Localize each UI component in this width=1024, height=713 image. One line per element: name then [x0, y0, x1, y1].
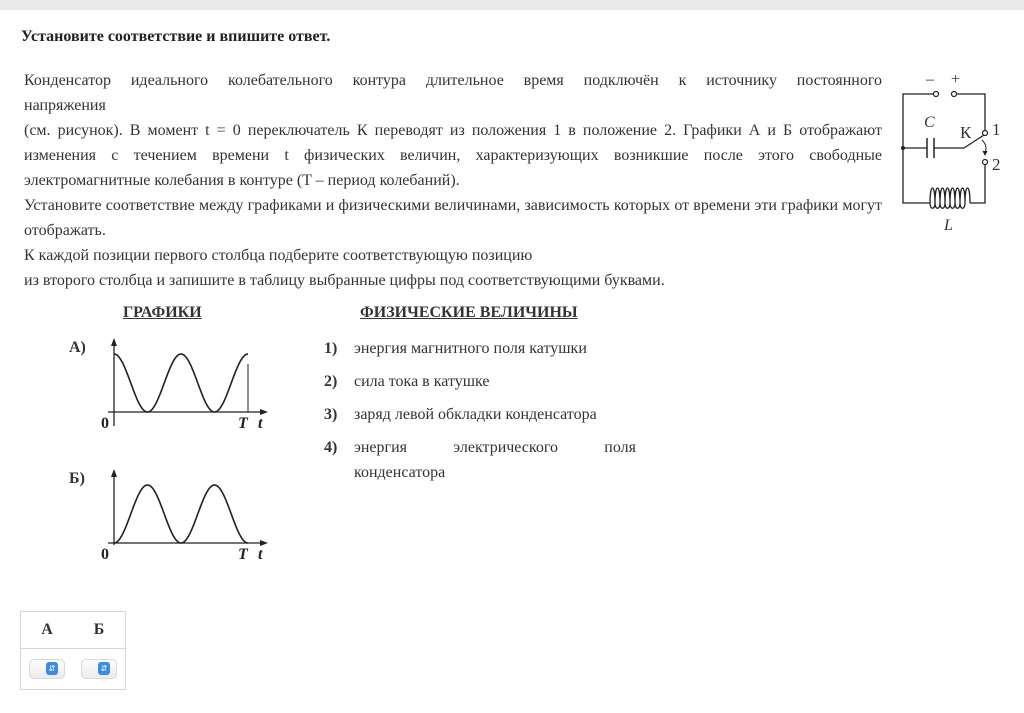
graph-b-time-label: t: [258, 546, 263, 563]
option-1: [324, 336, 636, 361]
inductor-label: L: [944, 217, 953, 234]
inductor-coil: [930, 188, 970, 208]
switch-contact-2: [983, 160, 988, 165]
circuit-diagram: [896, 68, 1016, 238]
answer-select-a[interactable]: [29, 659, 65, 679]
answer-header-a: А: [41, 621, 53, 638]
inductor-wire-right: [970, 165, 985, 204]
graph-b-y-arrow: [111, 469, 117, 477]
option-number: 4): [324, 439, 338, 456]
option-text: энергия электрического поля конденсатора: [354, 439, 636, 481]
graph-a-origin-label: 0: [101, 415, 109, 432]
task-instruction: Установите соответствие и впишите ответ.: [21, 28, 331, 45]
graph-b-origin-label: 0: [101, 546, 109, 563]
plus-terminal-label: +: [951, 71, 961, 88]
problem-line-1: Конденсатор идеального колебательного контура длительное время подключён к источнику постоянного: [24, 72, 882, 89]
switch-label: К: [960, 123, 972, 142]
graph-a-y-arrow: [111, 338, 117, 346]
graphs-heading: ГРАФИКИ: [123, 304, 202, 321]
problem-paragraph-3: Установите соответствие между графиками и физическими величинами, зависимость которых от времени эти графики могут отображать.: [24, 197, 882, 239]
answer-cell-b: [73, 649, 126, 690]
option-4: [324, 435, 636, 485]
graph-b-curve: [114, 485, 248, 543]
option-number: 1): [324, 340, 338, 357]
problem-line-2: напряжения: [24, 97, 106, 114]
position-2-label: 2: [992, 155, 1001, 174]
option-number: 2): [324, 373, 338, 390]
answer-header-b: Б: [93, 621, 105, 638]
graph-a-period-label: T: [238, 415, 248, 432]
junction-dot: [901, 146, 905, 150]
answer-select-b[interactable]: [81, 659, 117, 679]
problem-paragraph-4: К каждой позиции первого столбца подберите соответствующую позицию: [24, 247, 533, 264]
quantities-list: [324, 336, 636, 493]
option-text: заряд левой обкладки конденсатора: [354, 406, 597, 423]
graph-a-label: А): [69, 339, 86, 356]
option-3: [324, 402, 636, 427]
graph-b-label: Б): [69, 470, 85, 487]
problem-text: [24, 68, 882, 293]
minus-terminal-label: –: [926, 71, 934, 88]
option-text: сила тока в катушке: [354, 373, 490, 390]
option-text: энергия магнитного поля катушки: [354, 340, 587, 357]
answer-table: [20, 611, 126, 690]
option-number: 3): [324, 406, 338, 423]
quantities-heading: ФИЗИЧЕСКИЕ ВЕЛИЧИНЫ: [360, 304, 578, 321]
top-bar: [0, 0, 1024, 10]
position-1-label: 1: [992, 120, 1001, 139]
problem-paragraph-2: (см. рисунок). В момент t = 0 переключатель К переводят из положения 1 в положение 2. Графики А и Б отображают изменения с течением времени t физических величин, характеризующих возникшие после этого свободные электромагнитные колебания в контуре (T – период колебаний).: [24, 122, 882, 189]
option-2: [324, 369, 636, 394]
graph-b: [96, 465, 276, 565]
graph-a-time-label: t: [258, 415, 263, 432]
graph-a: [96, 334, 276, 434]
plus-terminal: [952, 92, 957, 97]
graph-a-curve: [114, 354, 248, 412]
select-arrows-icon: ⇵: [98, 662, 110, 675]
problem-paragraph-5: из второго столбца и запишите в таблицу выбранные цифры под соответствующими буквами.: [24, 272, 665, 289]
switch-arrow-head: [983, 151, 988, 156]
minus-terminal: [934, 92, 939, 97]
capacitor-label: C: [924, 114, 935, 131]
graph-b-period-label: T: [238, 546, 248, 563]
select-arrows-icon: ⇵: [46, 662, 58, 675]
answer-cell-a: [21, 649, 74, 690]
switch-contact-1: [983, 131, 988, 136]
